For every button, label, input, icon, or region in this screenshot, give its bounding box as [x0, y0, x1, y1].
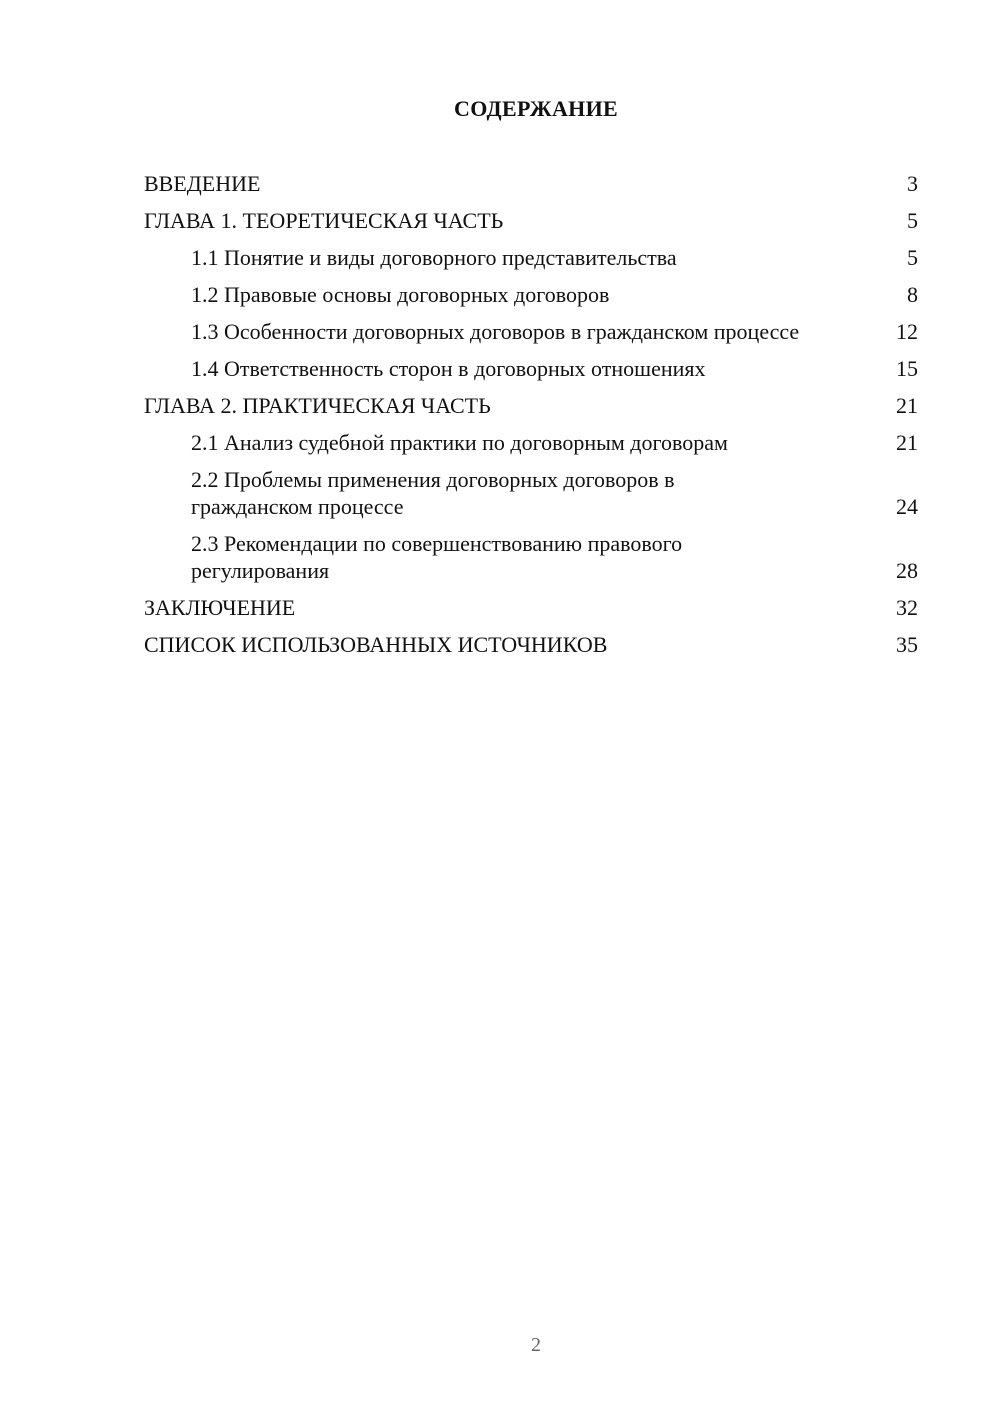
- toc-entry-label: ГЛАВА 2. ПРАКТИЧЕСКАЯ ЧАСТЬ: [144, 393, 491, 418]
- toc-entry-page: 32: [896, 595, 918, 620]
- toc-entry-section-2-2[interactable]: [144, 466, 918, 520]
- toc-entry-section-1-2[interactable]: [144, 281, 918, 308]
- toc-entry-page: 8: [907, 282, 918, 307]
- toc-entry-page: 15: [896, 356, 918, 381]
- toc-entry-label: ГЛАВА 1. ТЕОРЕТИЧЕСКАЯ ЧАСТЬ: [144, 208, 504, 233]
- toc-entry-introduction[interactable]: [144, 170, 918, 197]
- page-title: СОДЕРЖАНИЕ: [454, 96, 618, 121]
- toc-entry-page: 3: [907, 171, 918, 196]
- toc-entry-page: 12: [896, 319, 918, 344]
- toc-entry-label: 2.1 Анализ судебной практики по договорным договорам: [191, 430, 728, 455]
- toc-entry-chapter-2[interactable]: [144, 392, 918, 419]
- toc-entry-conclusion[interactable]: [144, 594, 918, 621]
- toc-entry-section-2-1[interactable]: [144, 429, 918, 456]
- toc-entry-page: 24: [896, 494, 918, 519]
- toc-entry-page: 5: [907, 245, 918, 270]
- toc-entry-label: 1.3 Особенности договорных договоров в гражданском процессе: [191, 319, 800, 344]
- toc-entry-page: 28: [896, 558, 918, 583]
- toc-entry-chapter-1[interactable]: [144, 207, 918, 234]
- toc-entry-section-1-4[interactable]: [144, 355, 918, 382]
- toc-entry-label: ЗАКЛЮЧЕНИЕ: [144, 595, 296, 620]
- toc-entry-label: 2.2 Проблемы применения договорных договоров в гражданском процессе: [191, 467, 675, 519]
- table-of-contents: [144, 170, 918, 668]
- toc-entry-section-1-1[interactable]: [144, 244, 918, 271]
- toc-entry-references[interactable]: [144, 631, 918, 658]
- toc-entry-page: 35: [896, 632, 918, 657]
- toc-entry-label: 1.2 Правовые основы договорных договоров: [191, 282, 610, 307]
- toc-entry-label: 1.4 Ответственность сторон в договорных отношениях: [191, 356, 706, 381]
- toc-entry-label: ВВЕДЕНИЕ: [144, 171, 261, 196]
- toc-entry-page: 5: [907, 208, 918, 233]
- toc-entry-label: 1.1 Понятие и виды договорного представительства: [191, 245, 677, 270]
- toc-entry-section-2-3[interactable]: [144, 530, 918, 584]
- toc-entry-label: 2.3 Рекомендации по совершенствованию правового регулирования: [191, 531, 683, 583]
- page-number: 2: [531, 1334, 541, 1356]
- toc-entry-label: СПИСОК ИСПОЛЬЗОВАННЫХ ИСТОЧНИКОВ: [144, 632, 608, 657]
- toc-entry-page: 21: [896, 430, 918, 455]
- toc-entry-section-1-3[interactable]: [144, 318, 918, 345]
- toc-entry-page: 21: [896, 393, 918, 418]
